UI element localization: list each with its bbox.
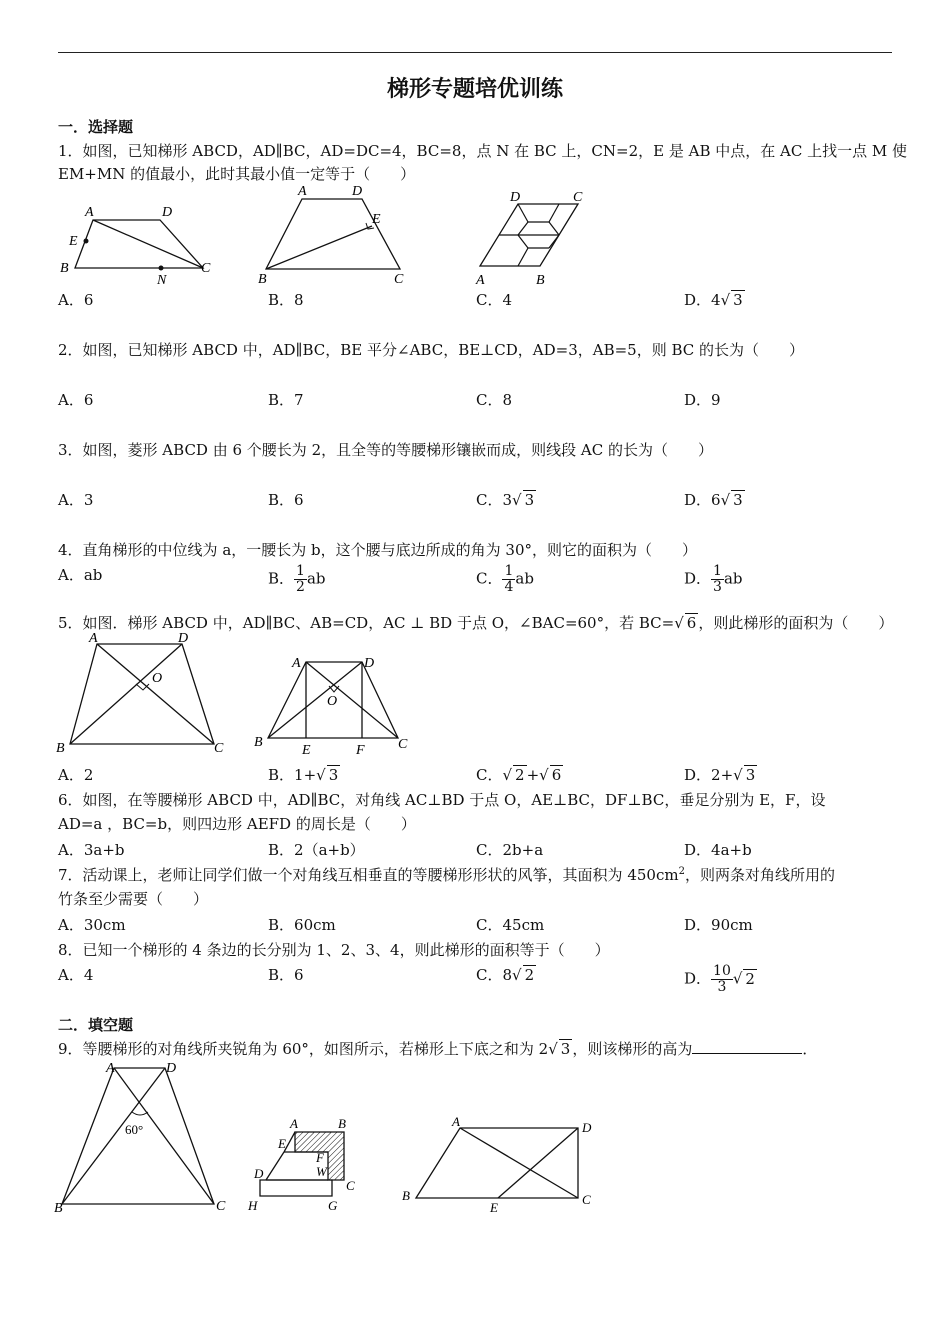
q8-option-d[interactable]: D． $\frac{10}{3}$ √ 2 (684, 963, 755, 995)
q5-text: 5．如图．梯形 ABCD 中，AD∥BC、AB=CD，AC ⊥ BD 于点 O，∠BAC=60°，若 BC=√ 6 ，则此梯形的面积为（ ） (58, 614, 894, 632)
q2-option-c[interactable]: C．8 (476, 391, 513, 409)
label-b: B (338, 1116, 346, 1131)
label-d: D (364, 656, 375, 671)
section-fill-heading: 二．填空题 (58, 1016, 134, 1034)
label-b: B (536, 273, 545, 288)
label-d: D (254, 1166, 264, 1181)
q1-option-b[interactable]: B．8 (268, 291, 304, 309)
q3-text: 3．如图，菱形 ABCD 由 6 个腰长为 2，且全等的等腰梯形镶嵌而成，则线段 AC 的长为（ ） (58, 441, 713, 459)
q7-option-d[interactable]: D．90cm (684, 916, 753, 934)
label-o: O (327, 694, 338, 709)
top-rule (58, 52, 892, 53)
q1-option-c[interactable]: C．4 (476, 291, 513, 309)
label-c: C (214, 741, 224, 756)
label-e: E (69, 234, 78, 249)
q6-option-d[interactable]: D．4a+b (684, 841, 752, 859)
q3-option-d[interactable]: D．6√ 3 (684, 491, 743, 509)
figure-q6-trapezoid (252, 652, 414, 762)
label-f: F (356, 743, 365, 758)
q7-option-b[interactable]: B．60cm (268, 916, 336, 934)
q1-option-d[interactable]: D．4√ 3 (684, 291, 743, 309)
q1-text-line2: EM+MN 的值最小，此时其最小值一定等于（ ） (58, 165, 416, 183)
q9-text: 9．等腰梯形的对角线所夹锐角为 60°，如图所示，若梯形上下底之和为 2√ 3 ，则该梯形的高为 ． (58, 1040, 818, 1058)
label-c: C (398, 737, 408, 752)
q5-option-a[interactable]: A．2 (58, 766, 94, 784)
label-d: D (162, 205, 173, 220)
q7-text-line1: 7．活动课上，老师让同学们做一个对角线互相垂直的等腰梯形形状的风筝，其面积为 $450cm^2$，则两条对角线所用的 (58, 866, 835, 884)
label-n: N (157, 273, 167, 288)
label-a: A (452, 1114, 460, 1129)
q5-option-b[interactable]: B．1+√ 3 (268, 766, 339, 784)
label-e: E (278, 1136, 286, 1151)
label-b: B (402, 1188, 410, 1203)
q2-option-d[interactable]: D．9 (684, 391, 721, 409)
q7-option-c[interactable]: C．45cm (476, 916, 545, 934)
label-w: W (316, 1164, 327, 1179)
label-b: B (54, 1201, 63, 1216)
q3-option-a[interactable]: A．3 (58, 491, 94, 509)
label-d: D (178, 631, 189, 646)
q4-text: 4．直角梯形的中位线为 a，一腰长为 b，这个腰与底边所成的角为 30°，则它的面积为（ ） (58, 541, 697, 559)
q3-option-b[interactable]: B．6 (268, 491, 304, 509)
figure-q9-parallelogram (398, 1112, 603, 1214)
q1-option-a[interactable]: A．6 (58, 291, 94, 309)
q4-option-d[interactable]: D． $\frac{1}{3}$ ab (684, 563, 743, 595)
q5-option-c[interactable]: C．√ 2 +√ 6 (476, 766, 562, 784)
figure-q9-shaded (240, 1110, 365, 1218)
label-c: C (394, 272, 404, 287)
q8-text: 8．已知一个梯形的 4 条边的长分别为 1、2、3、4，则此梯形的面积等于（ ） (58, 941, 610, 959)
q6-text-line1: 6．如图，在等腰梯形 ABCD 中，AD∥BC，对角线 AC⊥BD 于点 O，AE⊥BC，DF⊥BC，垂足分别为 E，F，设 (58, 791, 826, 809)
label-60: 60° (125, 1122, 144, 1137)
q7-text-line2: 竹条至少需要（ ） (58, 890, 209, 908)
label-d: D (166, 1061, 177, 1076)
label-e: E (372, 212, 381, 227)
label-a: A (290, 1116, 298, 1131)
label-e: E (302, 743, 311, 758)
label-d: D (510, 190, 521, 205)
answer-blank[interactable] (692, 1041, 802, 1054)
figure-q1-trapezoid (55, 198, 220, 288)
q6-option-c[interactable]: C．2b+a (476, 841, 544, 859)
label-a: A (298, 184, 307, 199)
q6-option-a[interactable]: A．3a+b (58, 841, 125, 859)
q2-option-a[interactable]: A．6 (58, 391, 94, 409)
label-a: A (85, 205, 94, 220)
label-c: C (346, 1178, 355, 1193)
page-title: 梯形专题培优训练 (386, 77, 563, 102)
label-c: C (216, 1199, 226, 1214)
label-c: C (582, 1192, 591, 1207)
q8-option-c[interactable]: C．8√ 2 (476, 966, 535, 984)
label-o: O (152, 671, 163, 686)
label-a: A (476, 273, 485, 288)
q4-option-a[interactable]: A．ab (58, 566, 103, 584)
q6-text-line2: AD=a ，BC=b，则四边形 AEFD 的周长是（ ） (58, 815, 416, 833)
q4-option-c[interactable]: C． $\frac{1}{4}$ ab (476, 563, 534, 595)
label-h: H (248, 1198, 258, 1213)
q1-text-line1: 1．如图，已知梯形 ABCD，AD∥BC，AD=DC=4，BC=8，点 N 在 BC 上，CN=2，E 是 AB 中点，在 AC 上找一点 M 使 (58, 142, 907, 160)
q6-option-b[interactable]: B．2（a+b） (268, 841, 365, 859)
q5-option-d[interactable]: D．2+√ 3 (684, 766, 756, 784)
q4-option-b[interactable]: B． $\frac{1}{2}$ ab (268, 563, 326, 595)
label-g: G (328, 1198, 338, 1213)
q8-option-b[interactable]: B．6 (268, 966, 304, 984)
figure-q2-trapezoid (252, 183, 412, 288)
q2-text: 2．如图，已知梯形 ABCD 中，AD∥BC，BE 平分∠ABC，BE⊥CD，AD=3，AB=5，则 BC 的长为（ ） (58, 341, 805, 359)
label-a: A (89, 631, 98, 646)
label-f: F (316, 1150, 324, 1165)
label-b: B (254, 735, 263, 750)
label-c: C (573, 190, 583, 205)
label-e: E (490, 1200, 498, 1214)
label-a: A (292, 656, 301, 671)
label-b: B (60, 261, 69, 276)
label-d: D (582, 1120, 592, 1135)
figure-q9-trapezoid (52, 1058, 234, 1218)
figure-q5-trapezoid (52, 630, 234, 760)
figure-q3-rhombus (470, 186, 595, 288)
section-choice-heading: 一．选择题 (58, 118, 134, 136)
q7-option-a[interactable]: A．30cm (58, 916, 126, 934)
label-b: B (258, 272, 267, 287)
q3-option-c[interactable]: C．3√ 3 (476, 491, 535, 509)
label-d: D (352, 184, 363, 199)
label-c: C (201, 261, 211, 276)
label-a: A (106, 1061, 115, 1076)
q2-option-b[interactable]: B．7 (268, 391, 304, 409)
label-b: B (56, 741, 65, 756)
q8-option-a[interactable]: A．4 (58, 966, 94, 984)
